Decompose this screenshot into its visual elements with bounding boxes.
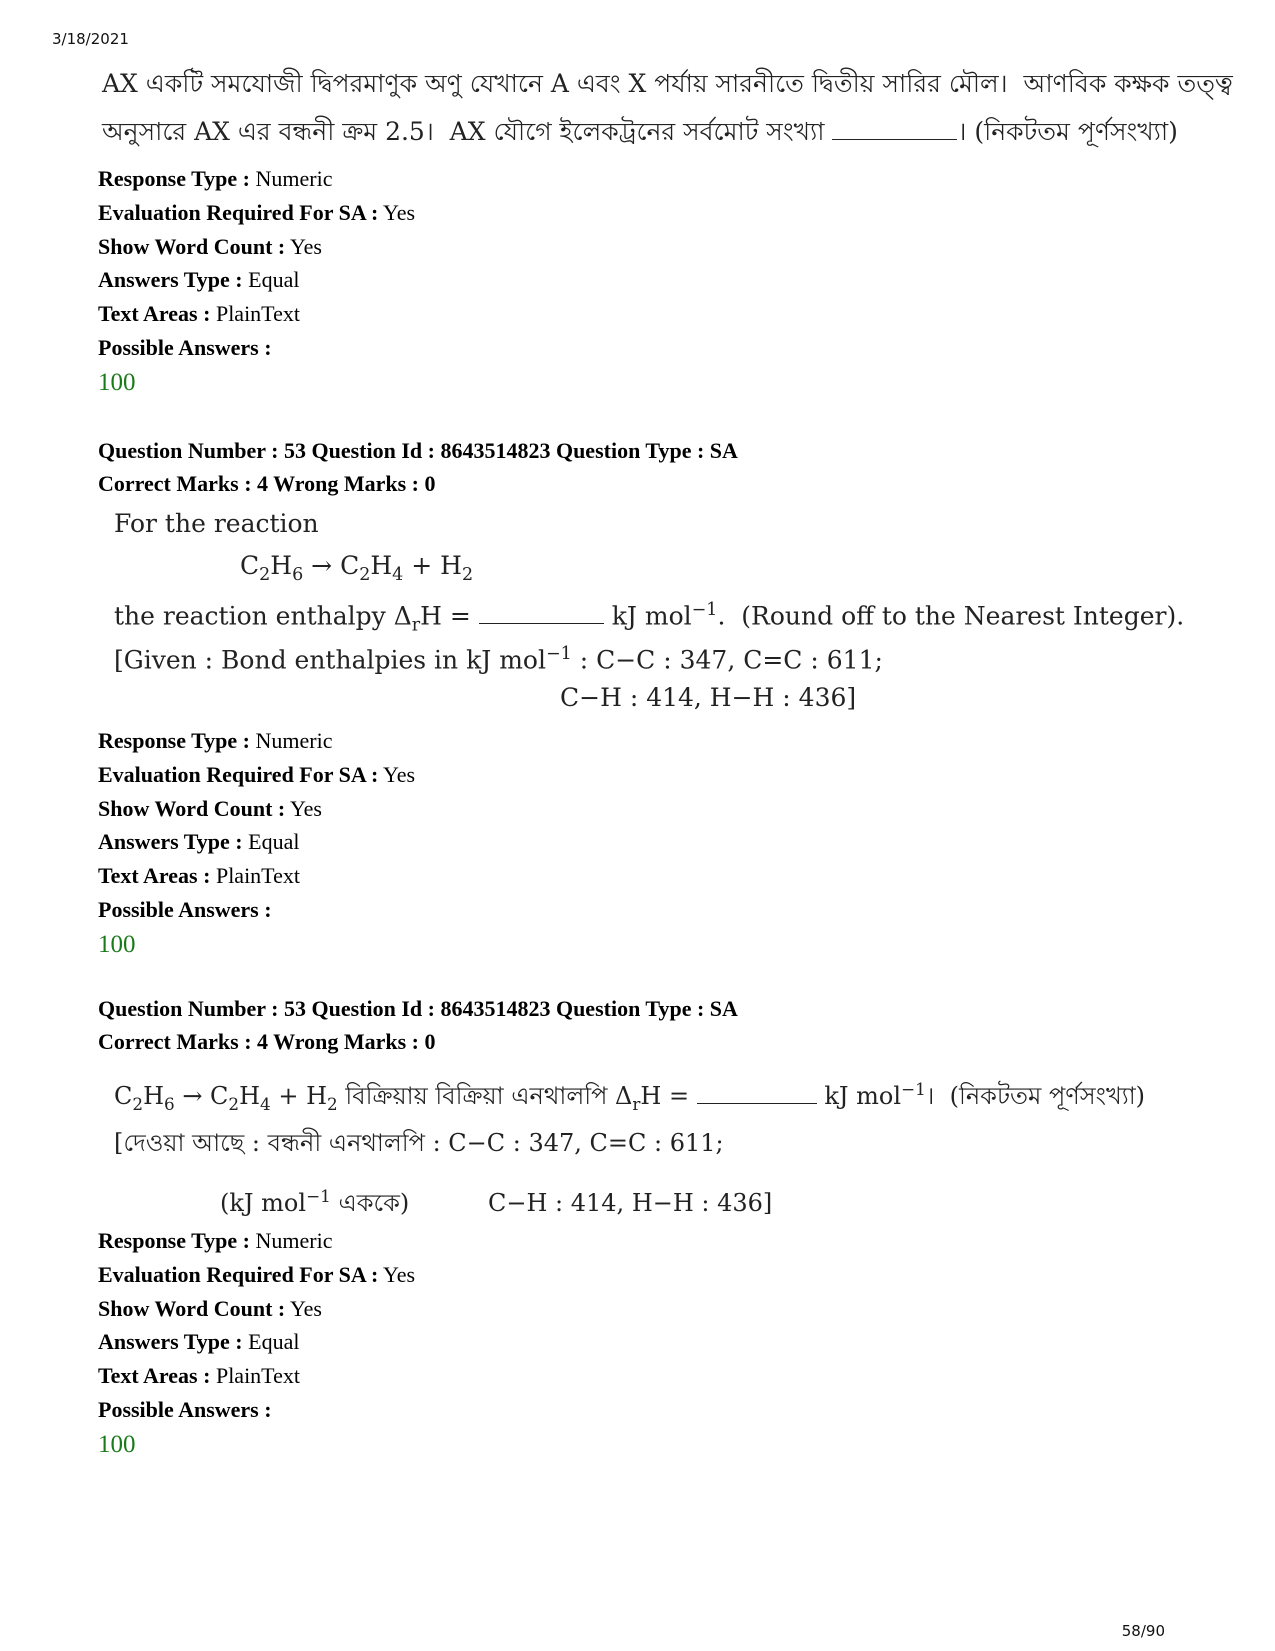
question-block-53-en	[98, 434, 1185, 963]
question-intro: For the reaction	[114, 509, 319, 538]
response-type: Response Type : Numeric	[98, 728, 333, 753]
given-bond-enthalpies-2: C−H : 414, H−H : 436]	[560, 683, 857, 712]
question-text-line1: AX একটি সমযোজী দ্বিপরমাণুক অণু যেখানে A এবং X পর্যায় সারনীতে দ্বিতীয় সারির মৌল। আণবিক কক্ষক তত্ত্ব	[102, 69, 1233, 98]
evaluation-required: Evaluation Required For SA : Yes	[98, 1261, 416, 1287]
evaluation-required: Evaluation Required For SA : Yes	[98, 761, 416, 787]
reaction-question-bn: $C_2H_6 \to C_2H_4 + H_2$ বিক্রিয়ায় বিক্রিয়া এনথালপি $\Delta_rH$ = kJ mol$^{-1}$। (নিকটতম পূর্ণসংখ্যা)	[114, 1079, 1146, 1114]
metadata-list	[98, 162, 1182, 365]
text-areas: Text Areas : PlainText	[98, 301, 300, 327]
metadata-list	[98, 724, 1182, 927]
possible-answer: 100	[98, 930, 136, 958]
answer-blank	[697, 1102, 817, 1104]
question-text-line2: অনুসারে AX এর বন্ধনী ক্রম 2.5। AX যৌগে ইলেকট্রনের সর্বমোট সংখ্যা । (নিকটতম পূর্ণসংখ্যা)	[102, 117, 1178, 146]
possible-answers-label: Possible Answers :	[98, 1396, 272, 1422]
response-type: Response Type : Numeric	[98, 1228, 333, 1253]
answer-blank	[479, 622, 604, 624]
question-marks: Correct Marks : 4 Wrong Marks : 0	[98, 1029, 436, 1054]
reaction-equation: $C_2H_6 \to C_2H_4 + H_2$	[240, 551, 474, 585]
given-bn: [দেওয়া আছে : বন্ধনী এনথালপি : C−C : 347, C=C : 611;	[114, 1129, 724, 1157]
page-number: 58/90	[1121, 1622, 1165, 1640]
evaluation-required: Evaluation Required For SA : Yes	[98, 199, 416, 225]
question-block-ax	[98, 62, 1233, 401]
possible-answer: 100	[98, 1430, 136, 1458]
response-type: Response Type : Numeric	[98, 166, 333, 191]
question-header: Question Number : 53 Question Id : 8643514823 Question Type : SA	[98, 996, 738, 1021]
possible-answer: 100	[98, 368, 136, 396]
question-marks: Correct Marks : 4 Wrong Marks : 0	[98, 471, 436, 496]
given-bond-enthalpies: [Given : Bond enthalpies in kJ mol$^{-1}$ : C−C : 347, C=C : 611;	[114, 644, 883, 675]
show-word-count: Show Word Count : Yes	[98, 795, 322, 821]
answer-blank	[832, 138, 957, 140]
show-word-count: Show Word Count : Yes	[98, 1295, 322, 1321]
question-block-53-bn	[98, 992, 1182, 1463]
possible-answers-label: Possible Answers :	[98, 896, 272, 922]
answers-type: Answers Type : Equal	[98, 829, 300, 855]
show-word-count: Show Word Count : Yes	[98, 233, 322, 259]
question-header: Question Number : 53 Question Id : 8643514823 Question Type : SA	[98, 438, 738, 463]
metadata-list	[98, 1224, 1182, 1427]
print-date: 3/18/2021	[52, 30, 129, 48]
answers-type: Answers Type : Equal	[98, 267, 300, 293]
possible-answers-label: Possible Answers :	[98, 334, 272, 360]
answers-type: Answers Type : Equal	[98, 1329, 300, 1355]
text-areas: Text Areas : PlainText	[98, 863, 300, 889]
enthalpy-question: the reaction enthalpy $\Delta_rH$ = kJ mol$^{-1}$. (Round off to the Nearest Integer).	[114, 600, 1185, 636]
text-areas: Text Areas : PlainText	[98, 1363, 300, 1389]
given-bn-2: (kJ mol$^{-1}$ এককে) C−H : 414, H−H : 436]	[220, 1186, 773, 1217]
